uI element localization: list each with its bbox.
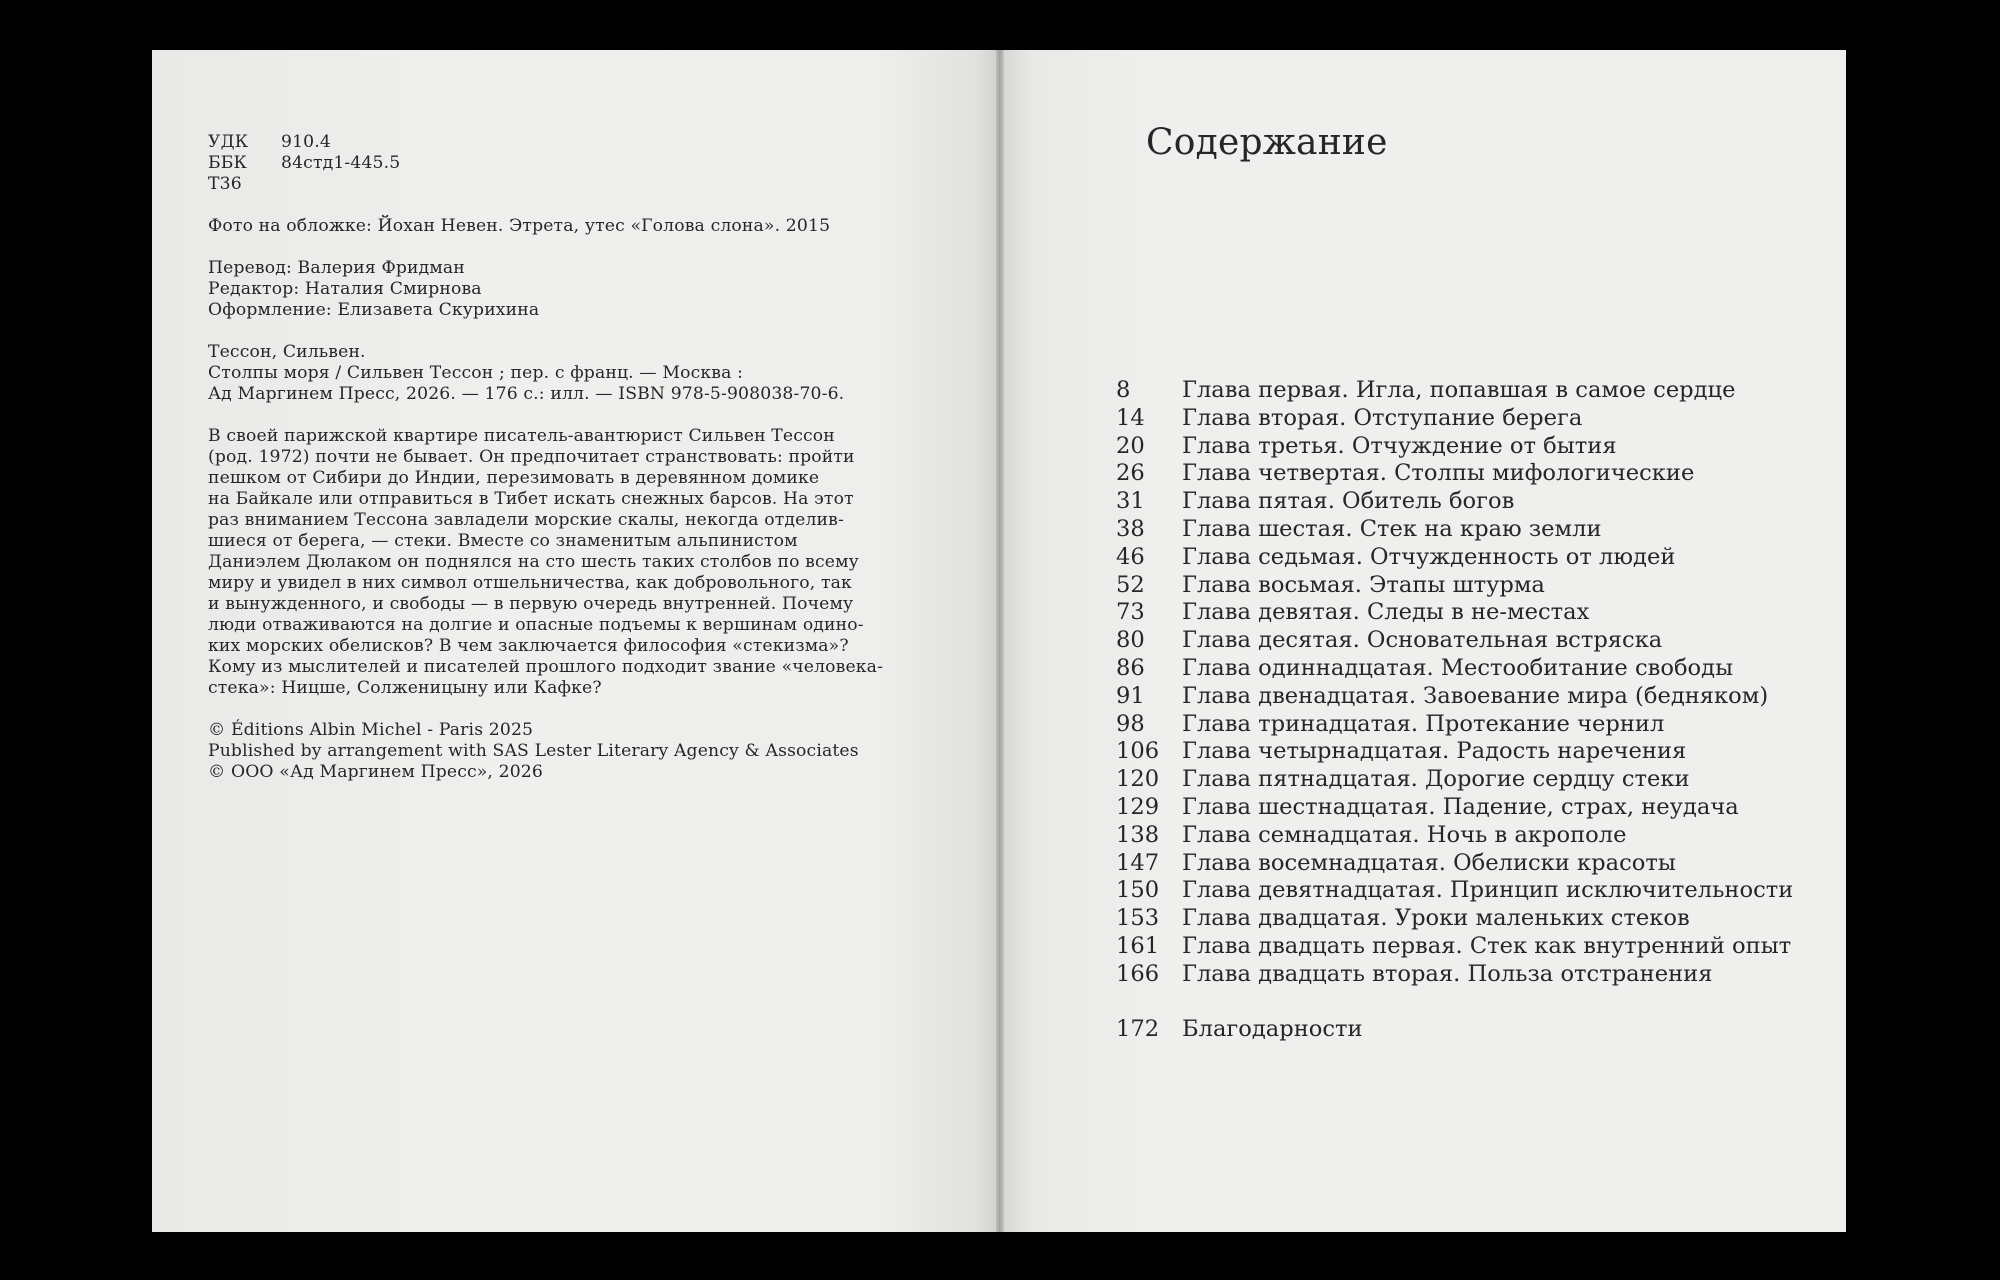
annotation-line: на Байкале или отправиться в Тибет искать снежных барсов. На этот	[208, 489, 854, 509]
toc-page-number: 38	[1116, 515, 1145, 542]
credits	[208, 258, 928, 321]
toc-chapter-title: Глава одиннадцатая. Местообитание свободы	[1182, 654, 1734, 681]
toc-page-number: 138	[1116, 821, 1160, 848]
bibliography-line: Ад Маргинем Пресс, 2026. — 176 с.: илл. — ISBN 978-5-908038-70-6.	[208, 384, 845, 404]
toc-page-number: 14	[1116, 404, 1145, 431]
toc-entry	[1116, 516, 1836, 544]
spacer	[208, 699, 928, 720]
annotation-line: стека»: Ницше, Солженицыну или Кафке?	[208, 678, 602, 698]
toc-entry	[1116, 794, 1836, 822]
toc-chapter-title: Глава третья. Отчуждение от бытия	[1182, 432, 1617, 459]
toc-page-number: 46	[1116, 543, 1145, 570]
toc-entry	[1116, 627, 1836, 655]
toc-entry	[1116, 488, 1836, 516]
spacer	[208, 405, 928, 426]
bibliography-line: Столпы моря / Сильвен Тессон ; пер. с франц. — Москва :	[208, 363, 744, 383]
classification-codes	[208, 132, 928, 195]
code-value: 84стд1-445.5	[281, 153, 401, 173]
contents-page	[1000, 50, 1846, 1232]
cover-photo-credit: Фото на обложке: Йохан Невен. Этрета, утес «Голова слона». 2015	[208, 216, 831, 236]
spacer	[1116, 989, 1836, 1017]
toc-chapter-title: Глава шестая. Стек на краю земли	[1182, 515, 1602, 542]
code-label: ББК	[208, 153, 248, 173]
credit-line: Перевод: Валерия Фридман	[208, 258, 465, 278]
toc-chapter-title: Глава девятая. Следы в не-местах	[1182, 599, 1590, 626]
spacer	[208, 237, 928, 258]
toc-chapter-title: Глава двадцать первая. Стек как внутренний опыт	[1182, 932, 1792, 959]
toc-entry	[1116, 460, 1836, 488]
toc-entry	[1116, 822, 1836, 850]
annotation-line: миру и увидел в них символ отшельничества, как добровольного, так	[208, 573, 852, 593]
bibliographic-record	[208, 342, 928, 405]
toc-entry	[1116, 544, 1836, 572]
toc-chapter-title: Благодарности	[1182, 1016, 1363, 1043]
toc-page-number: 52	[1116, 571, 1145, 598]
toc-page-number: 26	[1116, 460, 1145, 487]
toc-chapter-title: Глава вторая. Отступание берега	[1182, 404, 1583, 431]
toc-page-number: 166	[1116, 960, 1160, 987]
toc-page-number: 150	[1116, 877, 1160, 904]
credit-line: Редактор: Наталия Смирнова	[208, 279, 482, 299]
toc-chapter-title: Глава двадцатая. Уроки маленьких стеков	[1182, 905, 1690, 932]
toc-entry	[1116, 572, 1836, 600]
annotation-line: Даниэлем Дюлаком он поднялся на сто шесть таких столбов по всему	[208, 552, 859, 572]
imprint-page	[152, 50, 1000, 1232]
toc-entry	[1116, 961, 1836, 989]
toc-page-number: 31	[1116, 488, 1145, 515]
toc-chapter-title: Глава семнадцатая. Ночь в акрополе	[1182, 821, 1627, 848]
toc-chapter-title: Глава десятая. Основательная встряска	[1182, 627, 1663, 654]
toc-entry-acknowledgements	[1116, 1016, 1836, 1044]
toc-entry	[1116, 711, 1836, 739]
toc-entry	[1116, 377, 1836, 405]
toc-page-number: 20	[1116, 432, 1145, 459]
contents-title: Содержание	[1146, 122, 1388, 163]
copyright-line: Published by arrangement with SAS Lester Literary Agency & Associates	[208, 741, 859, 761]
toc-chapter-title: Глава первая. Игла, попавшая в самое сердце	[1182, 377, 1736, 403]
toc-page-number: 153	[1116, 905, 1160, 932]
toc-entry	[1116, 599, 1836, 627]
toc-entry	[1116, 877, 1836, 905]
annotation-line: и вынужденного, и свободы — в первую очередь внутренней. Почему	[208, 594, 854, 614]
code-label: УДК	[208, 132, 249, 152]
toc-chapter-title: Глава двенадцатая. Завоевание мира (бедняком)	[1182, 682, 1769, 709]
annotation-line: люди отваживаются на долгие и опасные подъемы к вершинам одино-	[208, 615, 864, 635]
toc-page-number: 8	[1116, 377, 1131, 403]
code-value: 910.4	[281, 132, 331, 152]
toc-chapter-title: Глава девятнадцатая. Принцип исключительности	[1182, 877, 1794, 904]
toc-chapter-title: Глава четырнадцатая. Радость наречения	[1182, 738, 1687, 765]
code-value	[281, 174, 928, 195]
toc-entry	[1116, 850, 1836, 878]
annotation-line: раз вниманием Тессона завладели морские скалы, некогда отделив-	[208, 510, 844, 530]
toc-entry	[1116, 405, 1836, 433]
toc-entry	[1116, 433, 1836, 461]
annotation-line: В своей парижской квартире писатель-авантюрист Сильвен Тессон	[208, 426, 835, 446]
toc-chapter-title: Глава пятая. Обитель богов	[1182, 488, 1515, 515]
toc-chapter-title: Глава шестнадцатая. Падение, страх, неудача	[1182, 793, 1739, 820]
spacer	[208, 195, 928, 216]
toc-page-number: 161	[1116, 932, 1160, 959]
toc-page-number: 120	[1116, 766, 1160, 793]
toc-page-number: 172	[1116, 1016, 1160, 1043]
toc-entry	[1116, 905, 1836, 933]
toc-entry	[1116, 655, 1836, 683]
book-gutter	[996, 50, 1004, 1232]
toc-entry	[1116, 683, 1836, 711]
toc-page-number: 73	[1116, 599, 1145, 626]
spacer	[208, 321, 928, 342]
toc-entry	[1116, 933, 1836, 961]
annotation	[208, 426, 928, 699]
toc-entry	[1116, 738, 1836, 766]
toc-page-number: 91	[1116, 682, 1145, 709]
imprint-block	[208, 132, 928, 783]
annotation-line: (род. 1972) почти не бывает. Он предпочитает странствовать: пройти	[208, 447, 855, 467]
copyright-line: © ООО «Ад Маргинем Пресс», 2026	[208, 762, 543, 782]
toc-chapter-title: Глава тринадцатая. Протекание чернил	[1182, 710, 1665, 737]
toc-chapter-title: Глава восемнадцатая. Обелиски красоты	[1182, 849, 1676, 876]
toc-page-number: 147	[1116, 849, 1160, 876]
bibliography-line: Тессон, Сильвен.	[208, 342, 366, 362]
toc-entry	[1116, 766, 1836, 794]
toc-page-number: 129	[1116, 793, 1160, 820]
toc-chapter-title: Глава двадцать вторая. Польза отстранения	[1182, 960, 1713, 987]
annotation-line: пешком от Сибири до Индии, перезимовать в деревянном домике	[208, 468, 820, 488]
toc-chapter-title: Глава пятнадцатая. Дорогие сердцу стеки	[1182, 766, 1690, 793]
annotation-line: Кому из мыслителей и писателей прошлого подходит звание «человека-	[208, 657, 884, 677]
copyright-block	[208, 720, 928, 783]
toc-page-number: 98	[1116, 710, 1145, 737]
toc-page-number: 80	[1116, 627, 1145, 654]
toc-page-number: 106	[1116, 738, 1160, 765]
toc-chapter-title: Глава четвертая. Столпы мифологические	[1182, 460, 1695, 487]
toc-page-number: 86	[1116, 654, 1145, 681]
copyright-line: © Éditions Albin Michel - Paris 2025	[208, 720, 534, 740]
code-label: Т36	[208, 174, 242, 194]
annotation-line: ких морских обелисков? В чем заключается философия «стекизма»?	[208, 636, 849, 656]
table-of-contents	[1116, 377, 1836, 1044]
toc-chapter-title: Глава восьмая. Этапы штурма	[1182, 571, 1545, 598]
credit-line: Оформление: Елизавета Скурихина	[208, 300, 540, 320]
annotation-line: шиеся от берега, — стеки. Вместе со знаменитым альпинистом	[208, 531, 798, 551]
toc-chapter-title: Глава седьмая. Отчужденность от людей	[1182, 543, 1676, 570]
